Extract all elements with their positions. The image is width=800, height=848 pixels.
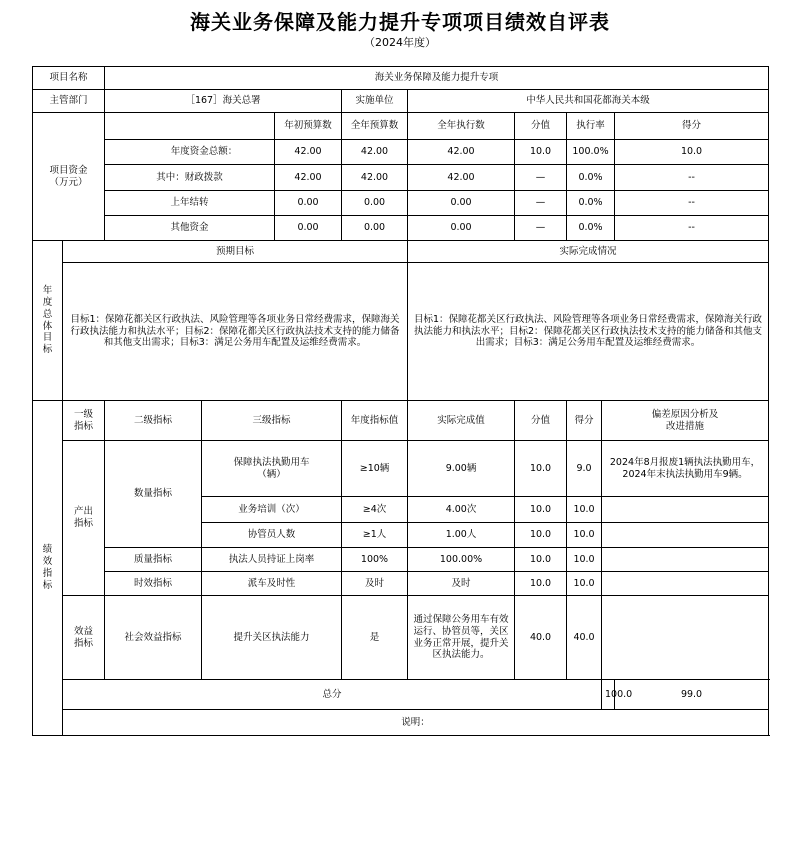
perf-header: 一级 指标 xyxy=(63,401,105,441)
funds-cell: 0.00 xyxy=(408,216,515,241)
funds-cell: 0.0% xyxy=(567,165,615,191)
funds-cell: 0.0% xyxy=(567,191,615,216)
impl-value: 中华人民共和国花都海关本级 xyxy=(408,90,769,113)
impl-label: 实施单位 xyxy=(342,90,408,113)
quantity-indicator-label: 数量指标 xyxy=(105,441,202,548)
score: 9.0 xyxy=(567,441,602,497)
funds-cell: 42.00 xyxy=(408,165,515,191)
goals-actual-text: 目标1：保障花都关区行政执法、风险管理等各项业务日常经费需求，保障海关行政执法能力和执法水平；目标2：保障花都关区行政执法技术支持的能力储备和其他支出需求；目标3：满足公务用车配置及运维经费需求。 xyxy=(408,263,769,401)
funds-header: 年初预算数 xyxy=(275,113,342,140)
actual-value: 9.00辆 xyxy=(408,441,515,497)
actual-value: 及时 xyxy=(408,572,515,596)
funds-cell: 0.00 xyxy=(408,191,515,216)
target-value: ≥10辆 xyxy=(342,441,408,497)
goals-actual-label: 实际完成情况 xyxy=(408,241,769,263)
evaluation-table xyxy=(32,66,769,736)
deviation-note xyxy=(602,523,769,548)
output-indicator-label: 产出 指标 xyxy=(63,441,105,596)
score: 10.0 xyxy=(567,548,602,572)
score-value: 10.0 xyxy=(515,548,567,572)
funds-cell: 100.0% xyxy=(567,140,615,165)
funds-cell: — xyxy=(515,191,567,216)
funds-cell: -- xyxy=(615,216,769,241)
performance-label: 绩 效 指 标 xyxy=(33,401,63,736)
funds-cell: 10.0 xyxy=(615,140,769,165)
quality-indicator-label: 质量指标 xyxy=(105,548,202,572)
perf-header: 偏差原因分析及 改进措施 xyxy=(602,401,769,441)
l3-indicator: 提升关区执法能力 xyxy=(202,596,342,680)
score-value: 10.0 xyxy=(515,497,567,523)
dept-value: ［167］海关总署 xyxy=(105,90,342,113)
score: 40.0 xyxy=(567,596,602,680)
perf-header: 年度指标值 xyxy=(342,401,408,441)
funds-header: 全年执行数 xyxy=(408,113,515,140)
l3-indicator: 业务培训（次） xyxy=(202,497,342,523)
page-subtitle: （2024年度） xyxy=(364,36,436,49)
funds-header: 分值 xyxy=(515,113,567,140)
l3-indicator: 派车及时性 xyxy=(202,572,342,596)
funds-row-name: 其他资金 xyxy=(105,216,275,241)
total-label: 总分 xyxy=(63,680,602,710)
funds-cell: 0.00 xyxy=(342,216,408,241)
funds-cell: 42.00 xyxy=(342,140,408,165)
deviation-note xyxy=(602,548,769,572)
funds-cell: -- xyxy=(615,165,769,191)
social-benefit-indicator-label: 社会效益指标 xyxy=(105,596,202,680)
l3-indicator: 保障执法执勤用车 （辆） xyxy=(202,441,342,497)
l3-indicator: 执法人员持证上岗率 xyxy=(202,548,342,572)
funds-header-blank xyxy=(105,113,275,140)
perf-header: 实际完成值 xyxy=(408,401,515,441)
score: 10.0 xyxy=(567,572,602,596)
deviation-note xyxy=(602,572,769,596)
funds-header: 全年预算数 xyxy=(342,113,408,140)
funds-cell: 42.00 xyxy=(342,165,408,191)
dept-label: 主管部门 xyxy=(33,90,105,113)
actual-value: 1.00人 xyxy=(408,523,515,548)
score: 10.0 xyxy=(567,497,602,523)
perf-header: 三级指标 xyxy=(202,401,342,441)
funds-header: 执行率 xyxy=(567,113,615,140)
actual-value: 4.00次 xyxy=(408,497,515,523)
funds-cell: 42.00 xyxy=(275,140,342,165)
goals-expected-text: 目标1：保障花都关区行政执法、风险管理等各项业务日常经费需求，保障海关行政执法能力和执法水平；目标2：保障花都关区行政执法技术支持的能力储备和其他支出需求；目标3：满足公务用车配置及运维经费需求。 xyxy=(63,263,408,401)
perf-header: 得分 xyxy=(567,401,602,441)
funds-row-name: 其中：财政拨款 xyxy=(105,165,275,191)
score: 10.0 xyxy=(567,523,602,548)
deviation-note xyxy=(602,596,769,680)
funds-cell: — xyxy=(515,216,567,241)
funds-cell: 42.00 xyxy=(275,165,342,191)
goals-label: 年 度 总 体 目 标 xyxy=(33,241,63,401)
funds-row-name: 上年结转 xyxy=(105,191,275,216)
target-value: ≥4次 xyxy=(342,497,408,523)
score-value: 10.0 xyxy=(515,441,567,497)
target-value: 是 xyxy=(342,596,408,680)
funds-cell: 0.0% xyxy=(567,216,615,241)
funds-label: 项目资金 （万元） xyxy=(33,113,105,241)
funds-row-name: 年度资金总额： xyxy=(105,140,275,165)
note-label: 说明： xyxy=(63,710,769,736)
target-value: 及时 xyxy=(342,572,408,596)
funds-cell: — xyxy=(515,165,567,191)
page-title: 海关业务保障及能力提升专项项目绩效自评表 xyxy=(190,10,610,34)
funds-cell: 10.0 xyxy=(515,140,567,165)
goals-expected-label: 预期目标 xyxy=(63,241,408,263)
funds-cell: -- xyxy=(615,191,769,216)
total-score: 99.0 xyxy=(615,680,769,710)
score-value: 40.0 xyxy=(515,596,567,680)
total-value: 100.0 xyxy=(602,680,615,710)
target-value: 100% xyxy=(342,548,408,572)
project-name-value: 海关业务保障及能力提升专项 xyxy=(105,67,769,90)
l3-indicator: 协管员人数 xyxy=(202,523,342,548)
score-value: 10.0 xyxy=(515,572,567,596)
perf-header: 二级指标 xyxy=(105,401,202,441)
project-name-label: 项目名称 xyxy=(33,67,105,90)
funds-cell: 0.00 xyxy=(275,191,342,216)
deviation-note xyxy=(602,497,769,523)
funds-cell: 0.00 xyxy=(275,216,342,241)
timeliness-indicator-label: 时效指标 xyxy=(105,572,202,596)
actual-value: 100.00% xyxy=(408,548,515,572)
deviation-note: 2024年8月报废1辆执法执勤用车，2024年末执法执勤用车9辆。 xyxy=(602,441,769,497)
funds-header: 得分 xyxy=(615,113,769,140)
perf-header: 分值 xyxy=(515,401,567,441)
score-value: 10.0 xyxy=(515,523,567,548)
actual-value: 通过保障公务用车有效运行、协管员等，关区业务正常开展，提升关区执法能力。 xyxy=(408,596,515,680)
target-value: ≥1人 xyxy=(342,523,408,548)
funds-cell: 42.00 xyxy=(408,140,515,165)
benefit-indicator-label: 效益 指标 xyxy=(63,596,105,680)
funds-cell: 0.00 xyxy=(342,191,408,216)
